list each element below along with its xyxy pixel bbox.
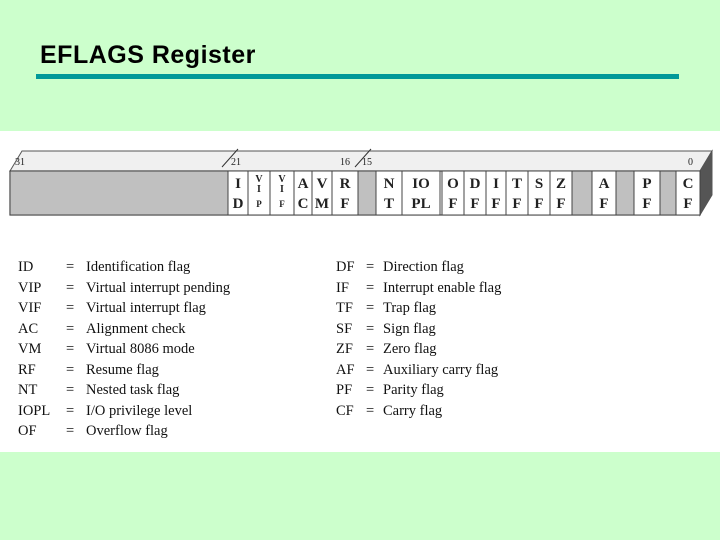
legend-equals: = (366, 402, 375, 419)
slide-title: EFLAGS Register (40, 41, 256, 69)
legend-equals: = (66, 361, 75, 378)
flag-label-bottom: F (534, 196, 544, 212)
legend-abbr: IOPL (18, 402, 51, 419)
reserved-bit-cell (572, 171, 592, 215)
legend-description: Nested task flag (86, 382, 180, 398)
reserved-bit-cell (10, 171, 228, 215)
legend-description: I/O privilege level (86, 402, 193, 419)
legend-equals: = (66, 423, 75, 439)
legend-description: Virtual 8086 mode (86, 341, 195, 357)
legend-description: Alignment check (86, 320, 186, 337)
flag-label-bottom: F (683, 196, 693, 212)
title-underline (36, 74, 679, 79)
legend-equals: = (66, 320, 75, 337)
legend-equals: = (366, 382, 375, 398)
flag-label-top: I (280, 184, 284, 195)
flag-label-bottom: F (512, 196, 522, 212)
flag-label-bottom: C (297, 196, 309, 212)
flag-label-bottom: D (232, 196, 244, 212)
legend-equals: = (366, 341, 375, 357)
eflags-figure (0, 131, 720, 452)
flag-label-bottom: F (642, 196, 652, 212)
legend-abbr: PF (336, 382, 353, 398)
legend-abbr: SF (336, 320, 353, 337)
flag-label-top: V (278, 174, 286, 185)
flag-label-bottom: F (448, 196, 458, 212)
flag-label-top: C (682, 176, 694, 192)
reserved-bit-cell (616, 171, 634, 215)
legend-equals: = (366, 259, 375, 275)
flag-label-bottom: F (599, 196, 609, 212)
legend-equals: = (366, 361, 375, 378)
legend-equals: = (66, 402, 75, 419)
bit-number-16: 16 (340, 157, 350, 168)
legend-abbr: ID (18, 259, 34, 275)
legend-equals: = (66, 300, 75, 316)
legend-abbr: VIF (18, 300, 42, 316)
bit-number-15: 15 (362, 157, 372, 168)
legend-description: Zero flag (383, 341, 437, 357)
legend-abbr: OF (18, 423, 37, 439)
legend-abbr: IF (336, 279, 349, 296)
legend-equals: = (366, 279, 375, 296)
legend-description: Parity flag (383, 382, 444, 398)
legend-description: Interrupt enable flag (383, 279, 502, 296)
legend-abbr: TF (336, 300, 353, 316)
legend-equals: = (66, 259, 75, 275)
flag-label-top: T (511, 176, 523, 192)
flag-label-top: R (339, 176, 351, 192)
flag-label-top: S (534, 176, 544, 192)
legend-equals: = (66, 279, 75, 296)
legend-description: Overflow flag (86, 423, 168, 439)
flag-label-bottom: F (340, 196, 350, 212)
flag-label-top: I (257, 184, 261, 195)
flag-label-top: O (447, 176, 459, 192)
flag-label-top: A (297, 176, 309, 192)
eflags-register-diagram (0, 131, 720, 226)
legend-description: Trap flag (383, 300, 437, 316)
legend-description: Auxiliary carry flag (383, 361, 499, 378)
flag-label-bottom: F (470, 196, 480, 212)
legend-equals: = (66, 341, 75, 357)
reserved-bit-cell (660, 171, 676, 215)
legend-description: Virtual interrupt flag (86, 300, 206, 316)
flag-label-top: A (598, 176, 610, 192)
flag-label-bottom: F (279, 199, 285, 209)
flag-label-bottom: P (256, 199, 262, 209)
legend-description: Sign flag (383, 320, 436, 337)
legend-description: Virtual interrupt pending (86, 279, 231, 296)
legend-equals: = (366, 320, 375, 337)
legend-equals: = (66, 382, 75, 398)
legend-abbr: NT (18, 382, 38, 398)
flag-label-top: Z (555, 176, 567, 192)
flag-label-bottom: PL (411, 196, 431, 212)
flag-label-bottom: F (556, 196, 566, 212)
flag-label-top: I (235, 176, 241, 192)
flag-label-bottom: T (383, 196, 395, 212)
legend-abbr: VM (18, 341, 42, 357)
flag-label-top: P (642, 176, 652, 192)
legend-abbr: AF (336, 361, 355, 378)
legend-abbr: CF (336, 402, 354, 419)
bit-number-31: 31 (15, 157, 25, 168)
flag-label-top: I (493, 176, 499, 192)
flag-label-top: N (383, 176, 395, 192)
legend-abbr: RF (18, 361, 36, 378)
legend-description: Carry flag (383, 402, 443, 419)
legend-abbr: ZF (336, 341, 353, 357)
legend-description: Identification flag (86, 259, 191, 275)
flag-label-bottom: M (314, 196, 330, 212)
flag-label-bottom: F (491, 196, 501, 212)
reserved-bit-cell (358, 171, 376, 215)
bit-number-21: 21 (231, 157, 241, 168)
flag-label-top: V (255, 174, 263, 185)
legend-equals: = (366, 300, 375, 316)
bit-number-0: 0 (688, 157, 693, 168)
flag-label-top: IO (412, 176, 430, 192)
legend-abbr: VIP (18, 279, 42, 296)
legend-description: Direction flag (383, 259, 464, 275)
flag-label-top: D (469, 176, 481, 192)
flag-label-top: V (316, 176, 328, 192)
legend-abbr: DF (336, 259, 355, 275)
legend-abbr: AC (18, 320, 39, 337)
legend-description: Resume flag (86, 361, 159, 378)
